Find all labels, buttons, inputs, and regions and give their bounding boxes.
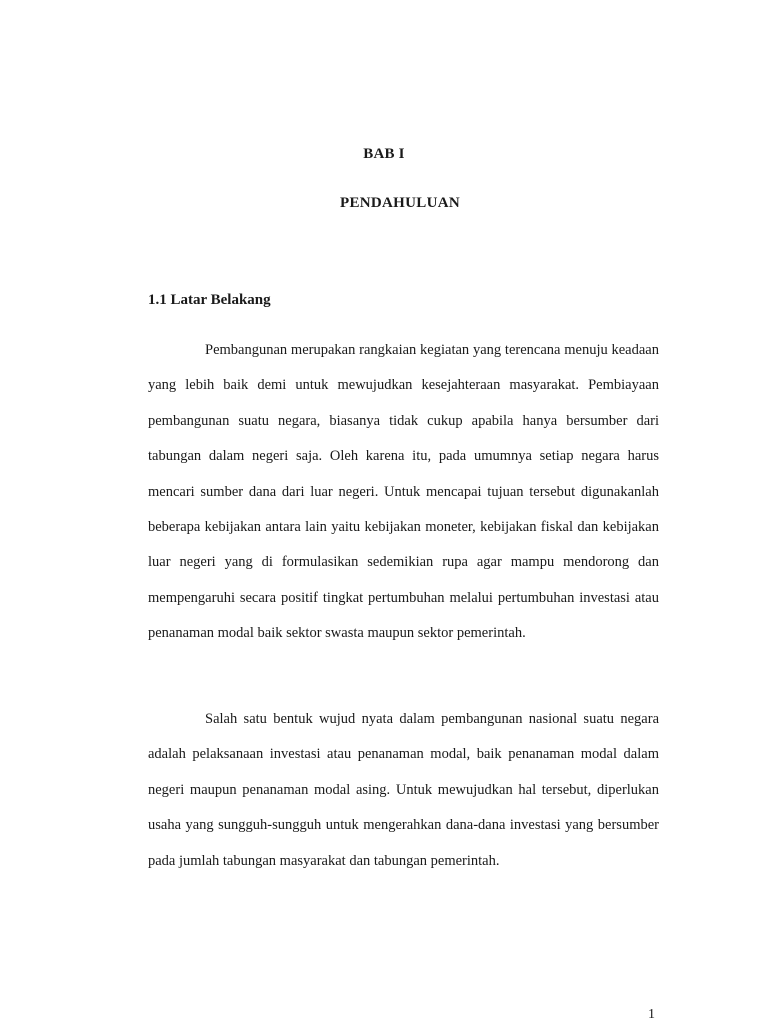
body-paragraph-1: Pembangunan merupakan rangkaian kegiatan yang terencana menuju keadaan yang lebih baik demi untuk mewujudkan kesejahteraan masyarakat. Pembiayaan pembangunan suatu negara, biasanya tidak cukup apabila hanya bersumber dari tabungan dalam negeri saja. Oleh karena itu, pada umumnya setiap negara harus mencari sumber dana dari luar negeri. Untuk mencapai tujuan tersebut digunakanlah beberapa kebijakan antara lain yaitu kebijakan moneter, kebijakan fiskal dan kebijakan luar negeri yang di formulasikan sedemikian rupa agar mampu mendorong dan mempengaruhi secara positif tingkat pertumbuhan melalui pertumbuhan investasi atau penanaman modal baik sektor swasta maupun sektor pemerintah.	[148, 342, 659, 642]
page-number: 1	[648, 1007, 655, 1022]
body-paragraph-2: Salah satu bentuk wujud nyata dalam pembangunan nasional suatu negara adalah pelaksanaan investasi atau penanaman modal, baik penanaman modal dalam negeri maupun penanaman modal asing. Untuk mewujudkan hal tersebut, diperlukan usaha yang sungguh-sungguh untuk mengerahkan dana-dana investasi yang bersumber pada jumlah tabungan masyarakat dan tabungan pemerintah.	[148, 711, 659, 869]
chapter-title: PENDAHULUAN	[340, 195, 460, 211]
chapter-label: BAB I	[363, 146, 405, 162]
section-heading: 1.1 Latar Belakang	[148, 292, 271, 308]
